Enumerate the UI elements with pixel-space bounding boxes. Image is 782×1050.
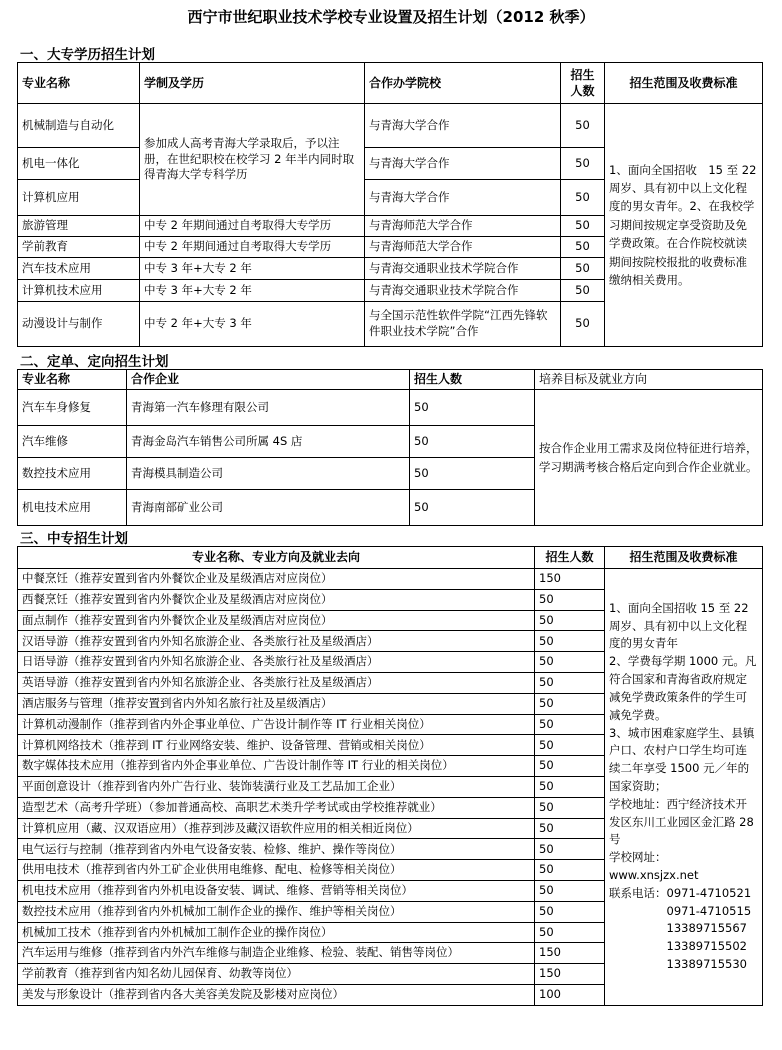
table-cell-name: 数控技术应用（推荐到省内外机械加工制作企业的操作、维护等相关岗位）	[18, 901, 535, 922]
table-cell-major: 数控技术应用	[18, 458, 127, 490]
table-cell-major: 计算机应用	[18, 180, 140, 216]
table-cell-partner: 与青海师范大学合作	[365, 237, 561, 258]
header-system: 学制及学历	[140, 63, 365, 104]
table-cell-name: 中餐烹饪（推荐安置到省内外餐饮企业及星级酒店对应岗位）	[18, 569, 535, 590]
header-major: 专业名称	[18, 63, 140, 104]
table-cell-partner: 与青海师范大学合作	[365, 216, 561, 237]
table-cell-partner: 与青海大学合作	[365, 148, 561, 180]
table-cell-name: 电气运行与控制（推荐到省内外电气设备安装、检修、维护、操作等岗位）	[18, 839, 535, 860]
table-cell-name: 机械加工技术（推荐到省内外机械加工制作企业的操作岗位）	[18, 922, 535, 943]
table-cell-system: 中专 2 年期间通过自考取得大专学历	[140, 237, 365, 258]
table-cell-major: 计算机技术应用	[18, 280, 140, 302]
table-cell-count: 150	[535, 964, 605, 985]
table-cell-name: 计算机应用（藏、汉双语应用）（推荐到涉及藏汉语软件应用的相关相近岗位）	[18, 818, 535, 839]
table-cell-name: 日语导游（推荐安置到省内外知名旅游企业、各类旅行社及星级酒店）	[18, 652, 535, 673]
table-cell-count: 50	[561, 237, 605, 258]
section1-heading: 一、大专学历招生计划	[20, 47, 155, 63]
table-cell-count: 150	[535, 943, 605, 964]
table-cell-major: 机电技术应用	[18, 490, 127, 526]
table-cell-count: 50	[561, 280, 605, 302]
section2-heading: 二、定单、定向招生计划	[20, 354, 169, 370]
table-cell-name: 学前教育（推荐到省内知名幼儿园保育、幼教等岗位）	[18, 964, 535, 985]
table-cell-count: 50	[535, 589, 605, 610]
table-cell-count: 50	[535, 818, 605, 839]
table-cell-major: 学前教育	[18, 237, 140, 258]
header-name: 专业名称、专业方向及就业去向	[18, 547, 535, 569]
table-cell-count: 50	[561, 104, 605, 148]
section2-table	[17, 369, 763, 526]
table-cell-company: 青海金岛汽车销售公司所属 4S 店	[127, 426, 410, 458]
header-partner: 合作办学院校	[365, 63, 561, 104]
table-cell-count: 50	[561, 302, 605, 347]
table-cell-count: 50	[535, 693, 605, 714]
table-cell-name: 西餐烹饪（推荐安置到省内外餐饮企业及星级酒店对应岗位）	[18, 589, 535, 610]
table-cell-name: 酒店服务与管理（推荐安置到省内外知名旅行社及星级酒店）	[18, 693, 535, 714]
goal-cell: 按合作企业用工需求及岗位特征进行培养，学习期满考核合格后定向到合作企业就业。	[535, 390, 763, 526]
table-cell-count: 50	[535, 672, 605, 693]
table-cell-partner: 与全国示范性软件学院“江西先锋软件职业技术学院”合作	[365, 302, 561, 347]
table-cell-name: 平面创意设计（推荐到省内外广告行业、装饰装潢行业及工艺品加工企业）	[18, 776, 535, 797]
header-count: 招生人数	[561, 63, 605, 104]
table-cell-name: 面点制作（推荐安置到省内外餐饮企业及星级酒店对应岗位）	[18, 610, 535, 631]
table-cell-company: 青海南部矿业公司	[127, 490, 410, 526]
table-cell-system: 中专 2 年+大专 3 年	[140, 302, 365, 347]
table-cell-count: 50	[535, 922, 605, 943]
table-cell-major: 汽车维修	[18, 426, 127, 458]
table-cell-company: 青海模具制造公司	[127, 458, 410, 490]
header-goal: 培养目标及就业方向	[535, 370, 763, 390]
header-count: 招生人数	[410, 370, 535, 390]
table-cell-count: 50	[410, 390, 535, 426]
table-cell-name: 英语导游（推荐安置到省内外知名旅游企业、各类旅行社及星级酒店）	[18, 672, 535, 693]
table-cell-partner: 与青海交通职业技术学院合作	[365, 258, 561, 280]
table-cell-partner: 与青海交通职业技术学院合作	[365, 280, 561, 302]
table-cell-count: 50	[535, 901, 605, 922]
table-cell-count: 50	[561, 148, 605, 180]
table-cell-count: 50	[535, 860, 605, 881]
table-cell-count: 100	[535, 984, 605, 1005]
table-cell-company: 青海第一汽车修理有限公司	[127, 390, 410, 426]
section1-table	[17, 62, 763, 347]
table-cell-system: 中专 3 年+大专 2 年	[140, 280, 365, 302]
table-cell-count: 50	[535, 631, 605, 652]
table-cell-name: 美发与形象设计（推荐到省内各大美容美发院及影楼对应岗位）	[18, 984, 535, 1005]
table-cell-count: 50	[561, 180, 605, 216]
table-cell-count: 50	[561, 258, 605, 280]
table-cell-name: 汉语导游（推荐安置到省内外知名旅游企业、各类旅行社及星级酒店）	[18, 631, 535, 652]
scope-cell: 1、面向全国招收 15 至 22 周岁、具有初中以上文化程度的男女青年。2、在我校学习期间按规定享受资助及免学费政策。在合作院校就读期间按院校报批的收费标准缴纳相关费用。	[605, 104, 763, 347]
table-cell-major: 动漫设计与制作	[18, 302, 140, 347]
scope-cell: 1、面向全国招收 15 至 22 周岁、具有初中以上文化程度的男女青年 2、学费每学期 1000 元。凡符合国家和青海省政府规定减免学费政策条件的学生可减免学费。 3、城市困难家庭学生、县镇户口、农村户口学生均可连续二年享受 1500 元／年的国家资助； 学校地址：西宁经济技术开发区东川工业园区金汇路 28 号 学校网址： www.xnsjzx.net 联系电话：0971-4710521 0971-4710515 13389715567 13389715502 13389715530	[605, 569, 763, 1006]
header-company: 合作企业	[127, 370, 410, 390]
table-cell-major: 机械制造与自动化	[18, 104, 140, 148]
table-cell-partner: 与青海大学合作	[365, 104, 561, 148]
table-cell-name: 数字媒体技术应用（推荐到省内外企事业单位、广告设计制作等 IT 行业的相关岗位）	[18, 756, 535, 777]
page-title: 西宁市世纪职业技术学校专业设置及招生计划（2012 秋季）	[187, 8, 595, 26]
table-cell-name: 汽车运用与维修（推荐到省内外汽车维修与制造企业维修、检验、装配、销售等岗位）	[18, 943, 535, 964]
group-note-cell: 参加成人高考青海大学录取后，予以注册，在世纪职校在校学习 2 年半内同时取得青海大学专科学历	[140, 104, 365, 216]
table-cell-count: 50	[535, 652, 605, 673]
table-cell-count: 50	[535, 756, 605, 777]
table-cell-count: 50	[535, 880, 605, 901]
header-major: 专业名称	[18, 370, 127, 390]
table-cell-major: 机电一体化	[18, 148, 140, 180]
table-cell-name: 计算机网络技术（推荐到 IT 行业网络安装、维护、设备管理、营销或相关岗位）	[18, 735, 535, 756]
header-scope: 招生范围及收费标准	[605, 63, 763, 104]
table-cell-name: 造型艺术（高考升学班）（参加普通高校、高职艺术类升学考试或由学校推荐就业）	[18, 797, 535, 818]
table-cell-count: 50	[535, 610, 605, 631]
table-cell-system: 中专 2 年期间通过自考取得大专学历	[140, 216, 365, 237]
table-cell-major: 汽车车身修复	[18, 390, 127, 426]
table-cell-major: 旅游管理	[18, 216, 140, 237]
header-scope: 招生范围及收费标准	[605, 547, 763, 569]
table-cell-count: 50	[410, 490, 535, 526]
table-cell-count: 150	[535, 569, 605, 590]
table-cell-count: 50	[535, 714, 605, 735]
table-cell-count: 50	[535, 735, 605, 756]
table-cell-name: 计算机动漫制作（推荐到省内外企事业单位、广告设计制作等 IT 行业相关岗位）	[18, 714, 535, 735]
table-cell-count: 50	[535, 839, 605, 860]
table-cell-count: 50	[410, 458, 535, 490]
table-cell-count: 50	[535, 797, 605, 818]
table-cell-count: 50	[535, 776, 605, 797]
table-cell-name: 机电技术应用（推荐到省内外机电设备安装、调试、维修、营销等相关岗位）	[18, 880, 535, 901]
section3-heading: 三、中专招生计划	[20, 531, 128, 547]
table-cell-partner: 与青海大学合作	[365, 180, 561, 216]
table-cell-major: 汽车技术应用	[18, 258, 140, 280]
table-cell-name: 供用电技术（推荐到省内外工矿企业供用电维修、配电、检修等相关岗位）	[18, 860, 535, 881]
table-cell-count: 50	[561, 216, 605, 237]
table-cell-system: 中专 3 年+大专 2 年	[140, 258, 365, 280]
header-count: 招生人数	[535, 547, 605, 569]
section3-table	[17, 546, 763, 1006]
table-cell-count: 50	[410, 426, 535, 458]
